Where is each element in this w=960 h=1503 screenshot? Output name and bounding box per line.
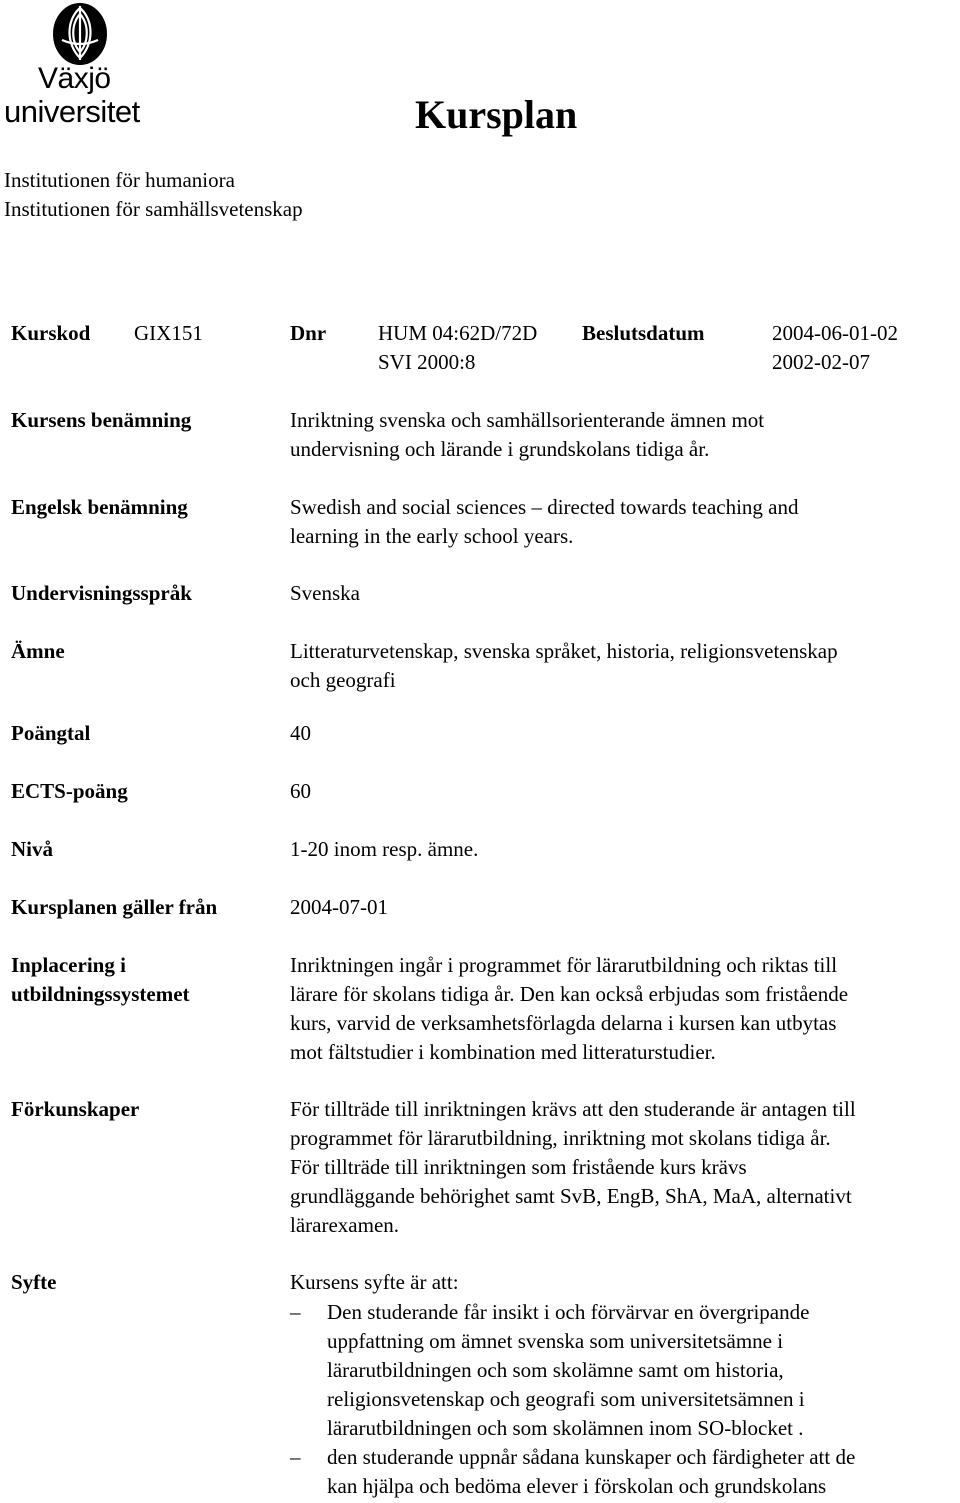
niva-value: 1-20 inom resp. ämne. [290,837,479,861]
syfte-item-1-line-1: Den studerande får insikt i och förvärvar en övergripande [327,1300,810,1324]
inplacering-label-2: utbildningssystemet [11,982,190,1006]
inplacering-label-1: Inplacering i [11,953,126,977]
kurskod-label: Kurskod [11,321,91,345]
engelsk-benamning-value-2: learning in the early school years. [290,524,574,548]
beslutsdatum-value-1: 2004-06-01-02 [772,321,898,345]
syfte-item-1-line-5: lärarutbildningen och som skolämnen inom SO-blocket . [327,1416,804,1440]
kurskod-value: GIX151 [134,321,203,345]
amne-label: Ämne [11,639,65,663]
dash-bullet: – [290,1445,301,1469]
syfte-item-2-line-2: kan hjälpa och bedöma elever i förskolan och grundskolans [327,1474,827,1498]
forkunskaper-label: Förkunskaper [11,1097,140,1121]
forkunskaper-value-4: grundläggande behörighet samt SvB, EngB, ShA, MaA, alternativt [290,1184,852,1208]
kursens-benamning-label: Kursens benämning [11,408,192,432]
poangtal-label: Poängtal [11,721,91,745]
dnr-value-2: SVI 2000:8 [378,350,476,374]
ects-label: ECTS-poäng [11,779,128,803]
amne-value-1: Litteraturvetenskap, svenska språket, historia, religionsvetenskap [290,639,838,663]
university-logo [0,0,170,132]
syfte-item-2-line-1: den studerande uppnår sådana kunskaper och färdigheter att de [327,1445,856,1469]
engelsk-benamning-value-1: Swedish and social sciences – directed towards teaching and [290,495,799,519]
forkunskaper-value-2: programmet för lärarutbildning, inriktning mot skolans tidiga år. [290,1126,831,1150]
inplacering-value-4: mot fältstudier i kombination med litteraturstudier. [290,1040,716,1064]
beslutsdatum-label: Beslutsdatum [582,321,705,345]
poangtal-value: 40 [290,721,311,745]
syfte-intro: Kursens syfte är att: [290,1270,459,1294]
logo-text-line1: Växjö [38,62,111,95]
undervisningssprak-value: Svenska [290,581,360,605]
kursens-benamning-value-1: Inriktning svenska och samhällsorienterande ämnen mot [290,408,765,432]
syfte-label: Syfte [11,1270,57,1294]
syfte-item-1-line-2: uppfattning om ämnet svenska som universitetsämne i [327,1329,784,1353]
logo-text-line2: universitet [4,94,140,129]
engelsk-benamning-label: Engelsk benämning [11,495,188,519]
page-title: Kursplan [415,92,578,137]
syfte-item-1-line-4: religionsvetenskap och geografi som universitetsämnen i [327,1387,805,1411]
forkunskaper-value-3: För tillträde till inriktningen som fristående kurs krävs [290,1155,747,1179]
syfte-item-1-line-3: lärarutbildningen och som skolämne samt om historia, [327,1358,784,1382]
galler-fran-value: 2004-07-01 [290,895,388,919]
niva-label: Nivå [11,837,53,861]
galler-fran-label: Kursplanen gäller från [11,895,218,919]
inplacering-value-1: Inriktningen ingår i programmet för lärarutbildning och riktas till [290,953,838,977]
kursens-benamning-value-2: undervisning och lärande i grundskolans tidiga år. [290,437,710,461]
university-emblem-icon [0,0,170,70]
beslutsdatum-value-2: 2002-02-07 [772,350,870,374]
department-2: Institutionen för samhällsvetenskap [4,197,303,221]
amne-value-2: och geografi [290,668,396,692]
dnr-value-1: HUM 04:62D/72D [378,321,538,345]
forkunskaper-value-1: För tillträde till inriktningen krävs att den studerande är antagen till [290,1097,856,1121]
inplacering-value-2: lärare för skolans tidiga år. Den kan också erbjudas som fristående [290,982,849,1006]
inplacering-value-3: kurs, varvid de verksamhetsförlagda delarna i kursen kan utbytas [290,1011,837,1035]
dash-bullet: – [290,1300,301,1324]
undervisningssprak-label: Undervisningsspråk [11,581,192,605]
dnr-label: Dnr [290,321,327,345]
ects-value: 60 [290,779,311,803]
department-1: Institutionen för humaniora [4,168,235,192]
forkunskaper-value-5: lärarexamen. [290,1213,400,1237]
